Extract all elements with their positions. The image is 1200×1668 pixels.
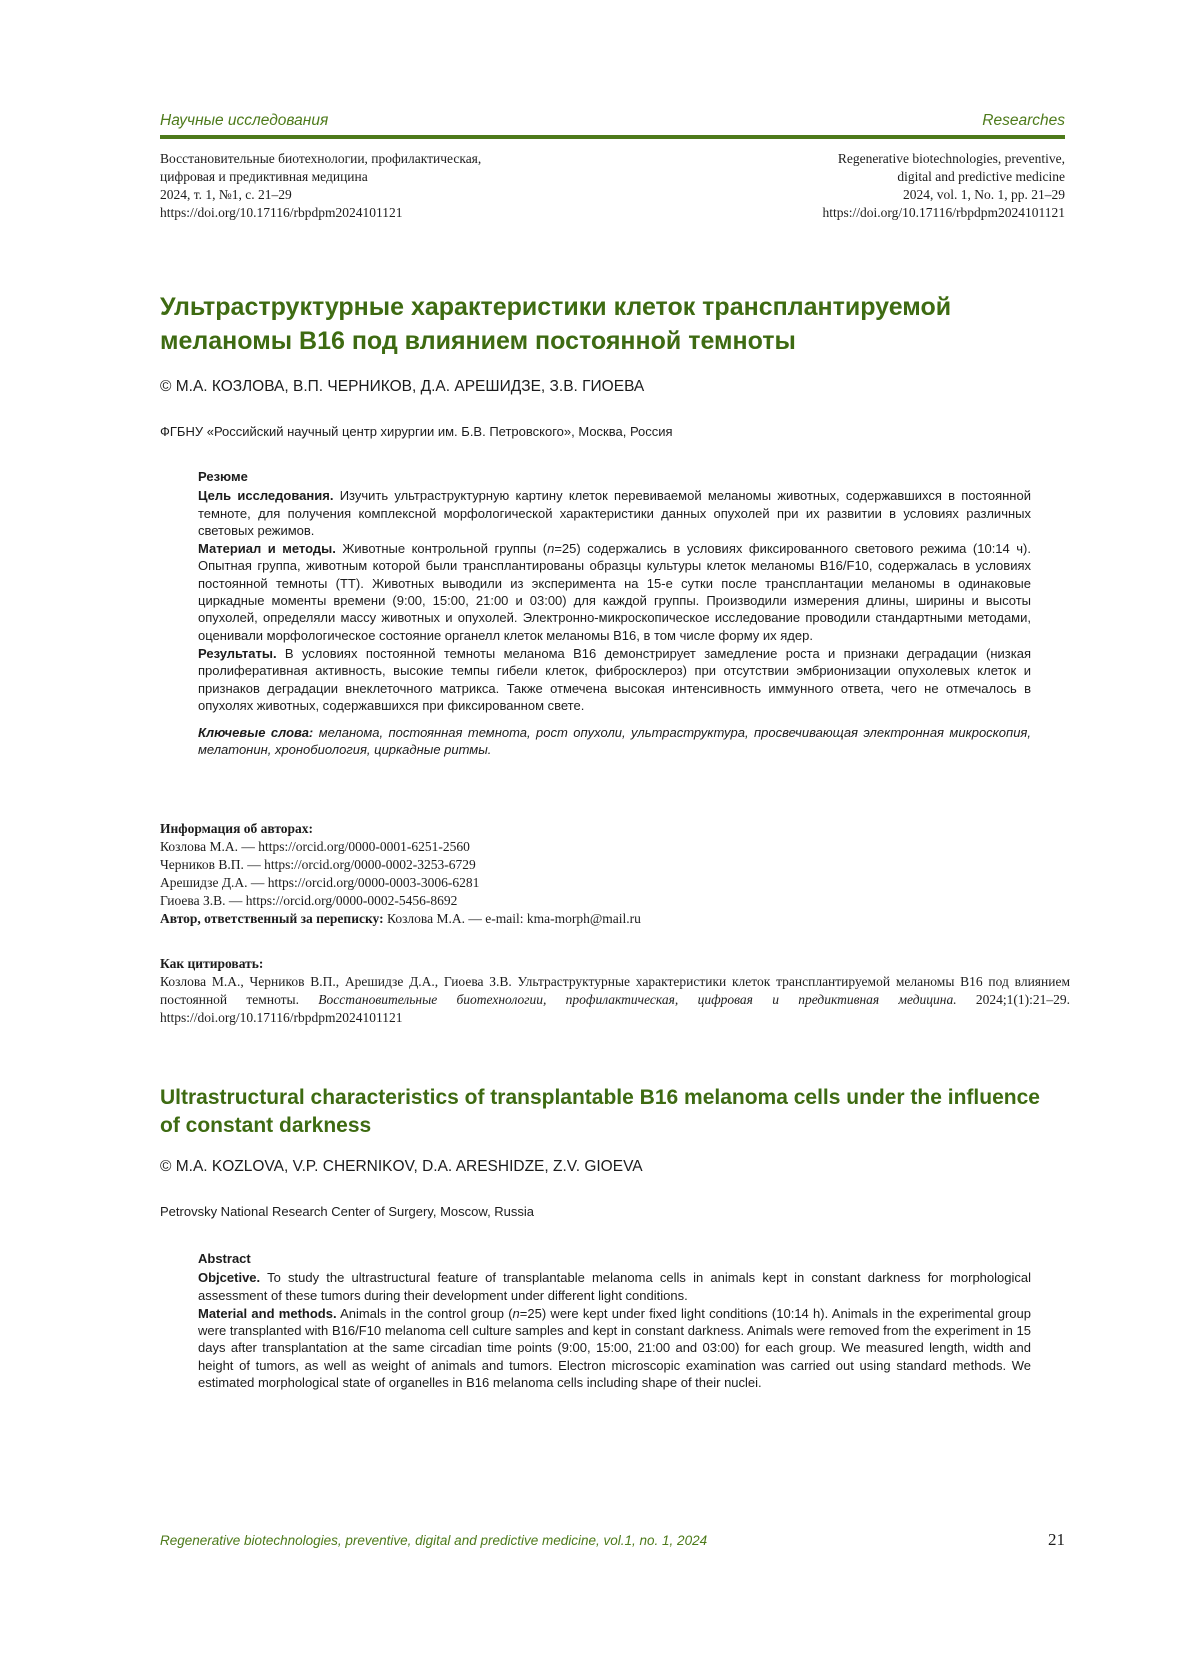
meta-line: цифровая и предиктивная медицина [160, 169, 368, 184]
n-symbol: n [512, 1305, 520, 1321]
corresponding-label: Автор, ответственный за переписку: [160, 911, 384, 926]
article-title-ru [160, 290, 1070, 358]
affiliation-en: Petrovsky National Research Center of Surgery, Moscow, Russia [160, 1204, 535, 1219]
abstract-aim [198, 487, 1031, 539]
article-title-en [160, 1084, 1070, 1140]
abstract-en [198, 1250, 1031, 1392]
orcid-line[interactable]: Гиоева З.В. — https://orcid.org/0000-0002-5456-8692 [160, 893, 458, 908]
citation-text [160, 973, 1070, 1027]
title-line: Ultrastructural characteristics of transplantable B16 melanoma cells under the influence [160, 1086, 1040, 1109]
page-number: 21 [1048, 1530, 1065, 1549]
keywords-label: Ключевые слова: [198, 725, 314, 741]
keywords [198, 724, 1031, 759]
abstract-heading: Abstract [198, 1251, 251, 1266]
methods-label: Материал и методы. [198, 541, 336, 557]
abstract-results [198, 645, 1031, 714]
orcid-line[interactable]: Черников В.П. — https://orcid.org/0000-0002-3253-6729 [160, 857, 476, 872]
title-line: of constant darkness [160, 1114, 372, 1137]
title-line: меланомы B16 под влиянием постоянной темноты [160, 327, 796, 355]
authors-ru: © М.А. КОЗЛОВА, В.П. ЧЕРНИКОВ, Д.А. АРЕШИДЗЕ, З.В. ГИОЕВА [160, 378, 645, 395]
orcid-line[interactable]: Козлова М.А. — https://orcid.org/0000-0001-6251-2560 [160, 839, 470, 854]
meta-line: Восстановительные биотехнологии, профилактическая, [160, 151, 482, 166]
authors-info-heading: Информация об авторах: [160, 821, 314, 836]
section-label-ru: Научные исследования [160, 112, 329, 129]
aim-label: Цель исследования. [198, 488, 334, 504]
journal-meta-ru [160, 150, 481, 222]
keywords-text: меланома, постоянная темнота, рост опухоли, ультраструктура, просвечивающая электронная микроскопия, мелатонин, хронобиология, циркадные ритмы. [198, 725, 1031, 758]
page-footer [160, 1530, 1065, 1550]
citation-doi[interactable]: 2024;1(1):21–29. https://doi.org/10.17116/rbpdpm2024101121 [160, 992, 1070, 1025]
journal-meta-en [822, 150, 1065, 222]
meta-line: Regenerative biotechnologies, preventive, [837, 151, 1065, 166]
results-text: В условиях постоянной темноты меланома B16 демонстрирует замедление роста и признаки деградации (низкая пролиферативная активность, высокие темпы гибели клеток, фибросклероз) при отсутствии эмбрионизации опухолевых клеток и признаков деградации внеклеточного матрикса. Также отмечена высокая интенсивность иммунного ответа, чего не отмечалось в опухолях животных, содержавшихся при фиксированном свете. [198, 645, 1031, 713]
doi-link[interactable]: https://doi.org/10.17116/rbpdpm2024101121 [160, 205, 403, 220]
methods-label: Material and methods. [198, 1305, 337, 1321]
aim-text: Изучить ультраструктурную картину клеток перевиваемой меланомы животных, содержавшихся в постоянной темноте, для получения комплексной морфологической характеристики данных опухолей при их развитии в условиях различных световых режимов. [198, 488, 1031, 538]
abstract-methods [198, 540, 1031, 644]
citation-authors-title: Козлова М.А., Черников В.П., Арешидзе Д.А., Гиоева З.В. Ультраструктурные характеристики клеток трансплантируемой меланомы B16 под влиянием постоянной темноты. [160, 974, 1070, 1007]
abstract-heading: Резюме [198, 469, 248, 484]
methods-text: =25) were kept under fixed light conditions (10:14 h). Animals in the experimental group were transplanted with B16/F10 melanoma cell culture samples and kept in constant darkness. Animals were removed from the experiment in 15 days after transplantation at the same circadian time points (9:00, 15:00, 21:00 and 03:00) for each group. We measured length, width and height of tumors, as well as weight of animals and tumors. Electron microscopic examination was carried out using standard methods. We estimated morphological state of organelles in B16 melanoma cells including shape of their nuclei. [198, 1305, 1031, 1391]
title-line: Ультраструктурные характеристики клеток трансплантируемой [160, 293, 952, 321]
methods-text: Animals in the control group ( [340, 1305, 513, 1321]
footer-journal: Regenerative biotechnologies, preventive, digital and predictive medicine, vol.1, no. 1, 2024 [160, 1532, 708, 1548]
citation-heading: Как цитировать: [160, 956, 264, 971]
meta-line: 2024, т. 1, №1, с. 21–29 [160, 187, 292, 202]
authors-en: © M.A. KOZLOVA, V.P. CHERNIKOV, D.A. ARESHIDZE, Z.V. GIOEVA [160, 1158, 643, 1175]
meta-line: digital and predictive medicine [897, 169, 1065, 184]
affiliation-ru: ФГБНУ «Российский научный центр хирургии им. Б.В. Петровского», Москва, Россия [160, 424, 673, 439]
doi-link[interactable]: https://doi.org/10.17116/rbpdpm2024101121 [822, 205, 1065, 220]
section-label-en: Researches [982, 112, 1065, 129]
results-label: Результаты. [198, 645, 277, 661]
n-symbol: n [547, 541, 555, 557]
citation-block [160, 955, 1070, 1027]
methods-text: Животные контрольной группы ( [342, 541, 548, 557]
abstract-methods [198, 1305, 1031, 1391]
abstract-ru [198, 468, 1031, 760]
orcid-line[interactable]: Арешидзе Д.А. — https://orcid.org/0000-0003-3006-6281 [160, 875, 480, 890]
running-header [160, 112, 1065, 139]
methods-text: =25) содержались в условиях фиксированного светового режима (10:14 ч). Опытная группа, животным которой были трансплантированы образцы культуры клеток меланомы B16/F10, содержалась в условиях постоянной темноты (ТТ). Животных выводили из эксперимента на 15-е сутки после трансплантации меланомы в одинаковые циркадные моменты времени (9:00, 15:00, 21:00 и 03:00) для каждой группы. Производили измерения длины, ширины и высоты опухолей, определяли массу животных и опухолей. Электронно-микроскопическое исследование проводили стандартными методами, оценивали морфологическое состояние органелл клеток меланомы B16, в том числе форму их ядер. [198, 541, 1031, 643]
corresponding-contact[interactable]: Козлова М.А. — e-mail: kma-morph@mail.ru [387, 911, 641, 926]
aim-label: Objcetive. [198, 1270, 261, 1286]
authors-info [160, 820, 1070, 928]
corresponding-author [160, 910, 1070, 928]
abstract-aim [198, 1269, 1031, 1304]
aim-text: To study the ultrastructural feature of transplantable melanoma cells in animals kept in constant darkness for morphological assessment of these tumors during their development under different light conditions. [198, 1270, 1031, 1303]
citation-journal: Восстановительные биотехнологии, профилактическая, цифровая и предиктивная медицина. [318, 992, 957, 1007]
meta-line: 2024, vol. 1, No. 1, pp. 21–29 [903, 187, 1065, 202]
